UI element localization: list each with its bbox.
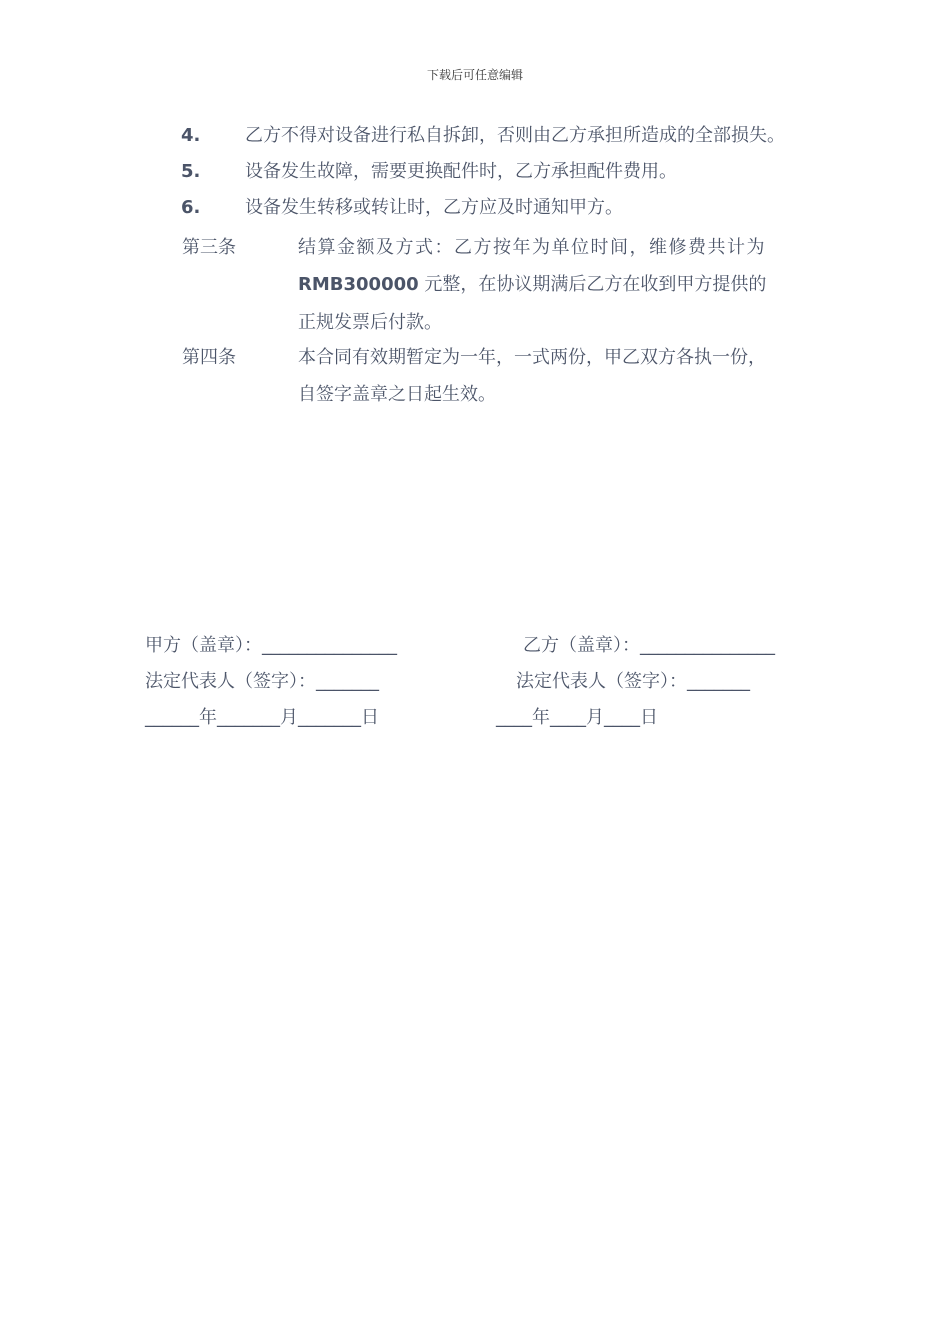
article-4-label: 第四条 <box>182 347 236 368</box>
party-a-seal-field: 甲方（盖章）：_______________ <box>145 635 397 656</box>
article-3-line-3: 正规发票后付款。 <box>298 312 442 333</box>
item-number: 6. <box>181 197 201 218</box>
article-3-label: 第三条 <box>182 237 236 258</box>
party-b-date-field: ____年____月____日 <box>496 707 658 728</box>
article-4-line-2: 自签字盖章之日起生效。 <box>298 384 496 405</box>
amount: RMB300000 <box>298 274 419 295</box>
item-number: 5. <box>181 161 201 182</box>
article-3-line-2-rest: 元整，在协议期满后乙方在收到甲方提供的 <box>418 274 767 295</box>
article-3-line-1: 结算金额及方式：乙方按年为单位时间，维修费共计为 <box>298 237 766 258</box>
party-a-date-field: ______年_______月_______日 <box>145 707 379 728</box>
article-3-line-2 <box>298 270 766 296</box>
item-number: 4. <box>181 125 201 146</box>
party-b-seal-field: 乙方（盖章）：_______________ <box>523 635 775 656</box>
article-4-line-1: 本合同有效期暂定为一年，一式两份，甲乙双方各执一份， <box>298 347 766 368</box>
item-text: 设备发生转移或转让时，乙方应及时通知甲方。 <box>245 197 623 218</box>
item-text: 乙方不得对设备进行私自拆卸，否则由乙方承担所造成的全部损失。 <box>245 125 785 146</box>
item-text: 设备发生故障，需要更换配件时，乙方承担配件费用。 <box>245 161 677 182</box>
party-a-rep-field: 法定代表人（签字）：_______ <box>145 671 379 692</box>
party-b-rep-field: 法定代表人（签字）：_______ <box>516 671 750 692</box>
header-note: 下载后可任意编辑 <box>426 68 523 82</box>
